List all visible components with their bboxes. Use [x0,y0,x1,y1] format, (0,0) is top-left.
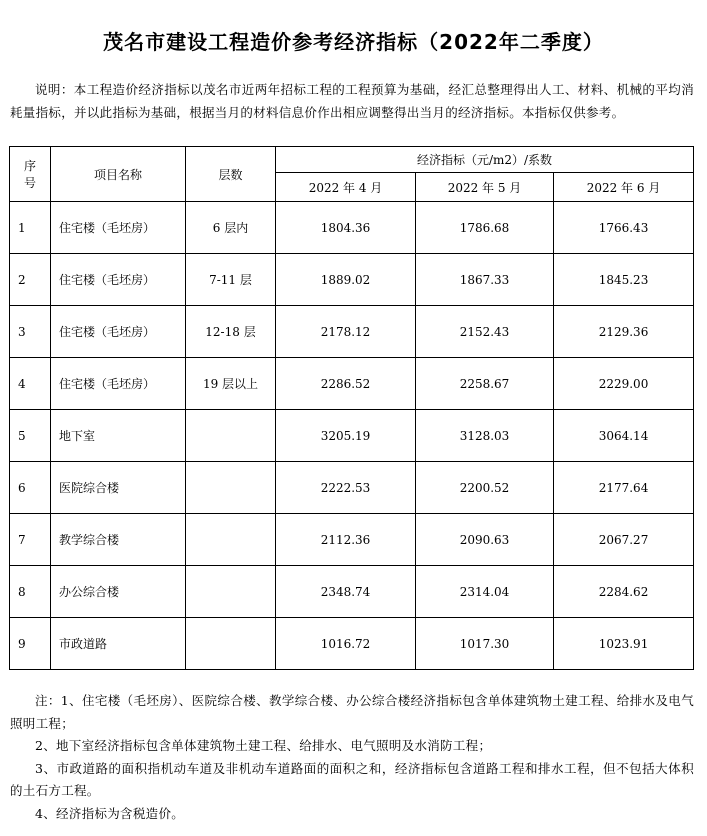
row-floors: 7-11 层 [186,254,276,306]
economic-indicator-table [9,146,694,670]
row-value-april: 2286.52 [276,358,416,410]
table-row [10,202,694,254]
note-2: 2、地下室经济指标包含单体建筑物土建工程、给排水、电气照明及水消防工程； [35,738,492,753]
row-index: 5 [10,410,51,462]
table-row [10,566,694,618]
row-value-june: 2129.36 [554,306,694,358]
header-month-may: 2022 年 5 月 [416,173,554,202]
header-index [10,147,51,202]
notes-section [10,690,694,825]
header-index-char-1: 序 [23,159,36,173]
row-value-june: 2177.64 [554,462,694,514]
row-value-may: 2152.43 [416,306,554,358]
row-value-april: 2112.36 [276,514,416,566]
table-row [10,358,694,410]
row-value-april: 1016.72 [276,618,416,670]
row-value-june: 1023.91 [554,618,694,670]
row-value-may: 2090.63 [416,514,554,566]
row-value-april: 2178.12 [276,306,416,358]
row-value-may: 2200.52 [416,462,554,514]
row-value-june: 3064.14 [554,410,694,462]
table-row [10,618,694,670]
row-project-name: 办公综合楼 [51,566,186,618]
row-floors: 19 层以上 [186,358,276,410]
row-value-april: 3205.19 [276,410,416,462]
row-value-may: 1786.68 [416,202,554,254]
header-indicator: 经济指标（元/m2）/系数 [276,147,694,173]
row-value-april: 2222.53 [276,462,416,514]
row-index: 7 [10,514,51,566]
table-row [10,462,694,514]
row-value-june: 2067.27 [554,514,694,566]
row-floors: 6 层内 [186,202,276,254]
row-value-june: 1766.43 [554,202,694,254]
table-row [10,254,694,306]
row-floors [186,462,276,514]
header-month-june: 2022 年 6 月 [554,173,694,202]
row-floors [186,566,276,618]
note-4: 4、经济指标为含税造价。 [35,805,185,821]
header-month-april: 2022 年 4 月 [276,173,416,202]
row-value-may: 1867.33 [416,254,554,306]
row-index: 6 [10,462,51,514]
row-floors: 12-18 层 [186,306,276,358]
row-project-name: 住宅楼（毛坯房） [51,358,186,410]
row-index: 8 [10,566,51,618]
header-index-char-2: 号 [23,176,36,190]
row-value-may: 2314.04 [416,566,554,618]
row-project-name: 医院综合楼 [51,462,186,514]
row-value-may: 2258.67 [416,358,554,410]
row-value-april: 1804.36 [276,202,416,254]
note-3: 3、市政道路的面积指机动车道及非机动车道路面的面积之和，经济指标包含道路工程和排水工程，但不包括大体积的土石方工程。 [10,760,694,798]
row-value-april: 1889.02 [276,254,416,306]
row-index: 3 [10,306,51,358]
row-project-name: 市政道路 [51,618,186,670]
page-title: 茂名市建设工程造价参考经济指标（2022年二季度） [103,30,604,54]
row-index: 1 [10,202,51,254]
description-paragraph: 说明：本工程造价经济指标以茂名市近两年招标工程的工程预算为基础，经汇总整理得出人工、材料、机械的平均消耗量指标，并以此指标为基础，根据当月的材料信息价作出相应调整得出当月的经济指标。本指标仅供参考。 [10,82,694,120]
header-floors: 层数 [186,147,276,202]
row-floors [186,410,276,462]
header-project-name: 项目名称 [51,147,186,202]
row-value-june: 2229.00 [554,358,694,410]
row-index: 4 [10,358,51,410]
row-project-name: 教学综合楼 [51,514,186,566]
row-value-may: 3128.03 [416,410,554,462]
row-value-april: 2348.74 [276,566,416,618]
table-row [10,306,694,358]
row-floors [186,618,276,670]
row-value-may: 1017.30 [416,618,554,670]
row-project-name: 地下室 [51,410,186,462]
table-row [10,514,694,566]
row-floors [186,514,276,566]
row-index: 2 [10,254,51,306]
row-value-june: 2284.62 [554,566,694,618]
row-index: 9 [10,618,51,670]
row-project-name: 住宅楼（毛坯房） [51,202,186,254]
note-1: 注：1、住宅楼（毛坯房）、医院综合楼、教学综合楼、办公综合楼经济指标包含单体建筑物土建工程、给排水及电气照明工程； [10,693,694,731]
row-value-june: 1845.23 [554,254,694,306]
row-project-name: 住宅楼（毛坯房） [51,306,186,358]
table-row [10,410,694,462]
row-project-name: 住宅楼（毛坯房） [51,254,186,306]
